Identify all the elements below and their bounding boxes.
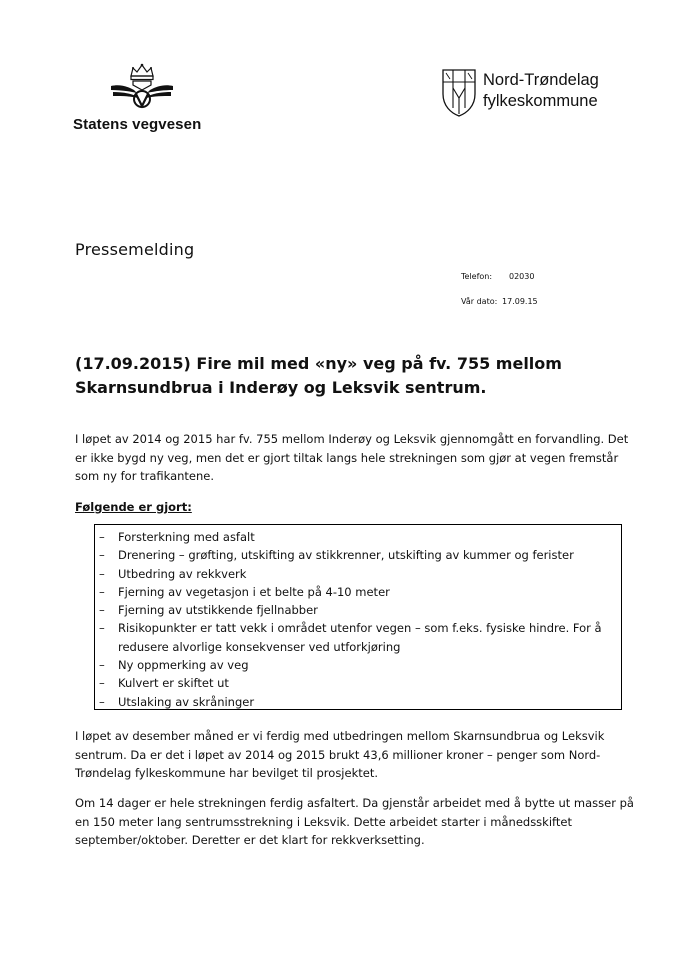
list-dash: –	[99, 676, 105, 691]
list-item	[95, 583, 621, 601]
list-item	[95, 656, 621, 674]
list-dash: –	[99, 584, 105, 599]
nord-trondelag-shield	[441, 68, 477, 118]
funding-paragraph: I løpet av desember måned er vi ferdig med utbedringen mellom Skarnsundbrua og Leksvik sentrum. Da er det i løpet av 2014 og 2015 brukt 43,6 millioner kroner – penger som Nord-Trøndelag fylkeskommune har bevilget til prosjektet.	[75, 729, 605, 780]
list-item-text: Drenering – grøfting, utskifting av stikkrenner, utskifting av kummer og ferister	[118, 548, 574, 563]
list-item	[95, 546, 621, 564]
list-item-text: Fjerning av vegetasjon i et belte på 4-10 meter	[118, 584, 390, 599]
list-dash: –	[99, 566, 105, 581]
list-item-text: Kulvert er skiftet ut	[118, 676, 229, 691]
measures-list	[95, 525, 621, 711]
list-item	[95, 693, 621, 711]
list-item-text: Fjerning av utstikkende fjellnabber	[118, 603, 318, 618]
intro-paragraph: I løpet av 2014 og 2015 har fv. 755 mellom Inderøy og Leksvik gjennomgått en forvandling. Det er ikke bygd ny veg, men det er gjort tiltak langs hele strekningen som gjør at vegen fremstår som ny for trafikantene.	[75, 432, 629, 483]
list-item	[95, 674, 621, 692]
list-item-text: Ny oppmerking av veg	[118, 658, 249, 673]
list-item	[95, 528, 621, 546]
list-item	[95, 619, 621, 656]
list-dash: –	[99, 621, 105, 636]
date-label: Vår dato:	[461, 297, 498, 306]
nord-trondelag-shield-icon	[441, 68, 477, 118]
list-dash: –	[99, 694, 105, 709]
nord-trondelag-name-line1: Nord-Trøndelag	[483, 71, 599, 89]
phone-value: 02030	[509, 272, 535, 281]
list-dash: –	[99, 530, 105, 544]
list-item	[95, 565, 621, 583]
date-value: 17.09.15	[502, 297, 538, 306]
document-type: Pressemelding	[75, 240, 195, 259]
nord-trondelag-name-line2: fylkeskommune	[483, 92, 598, 110]
statens-vegvesen-name: Statens vegvesen	[73, 116, 202, 133]
headline: (17.09.2015) Fire mil med «ny» veg på fv. 755 mellom Skarnsundbrua i Inderøy og Leksvik sentrum.	[75, 354, 562, 397]
statens-vegvesen-emblem	[109, 62, 175, 110]
list-dash: –	[99, 603, 105, 618]
schedule-paragraph: Om 14 dager er hele strekningen ferdig asfaltert. Da gjenstår arbeidet med å bytte ut masser på en 150 meter lang sentrumsstrekning i Leksvik. Dette arbeidet starter i månedsskiftet september/oktober. Deretter er det klart for rekkverksetting.	[75, 796, 634, 847]
list-heading: Følgende er gjort:	[75, 500, 192, 514]
list-dash: –	[99, 658, 105, 673]
statens-vegvesen-emblem-icon	[109, 62, 175, 110]
measures-box	[94, 524, 622, 710]
phone-label: Telefon:	[461, 272, 493, 281]
list-item-text: Utslaking av skråninger	[118, 694, 255, 709]
list-dash: –	[99, 548, 105, 563]
list-item-text: Forsterkning med asfalt	[118, 530, 255, 544]
list-item-text: Utbedring av rekkverk	[118, 566, 247, 581]
list-item	[95, 601, 621, 619]
list-item-text: Risikopunkter er tatt vekk i området utenfor vegen – som f.eks. fysiske hindre. For å redusere alvorlige konsekvenser ved utforkjøring	[118, 621, 602, 654]
nord-trondelag-name	[483, 70, 599, 112]
